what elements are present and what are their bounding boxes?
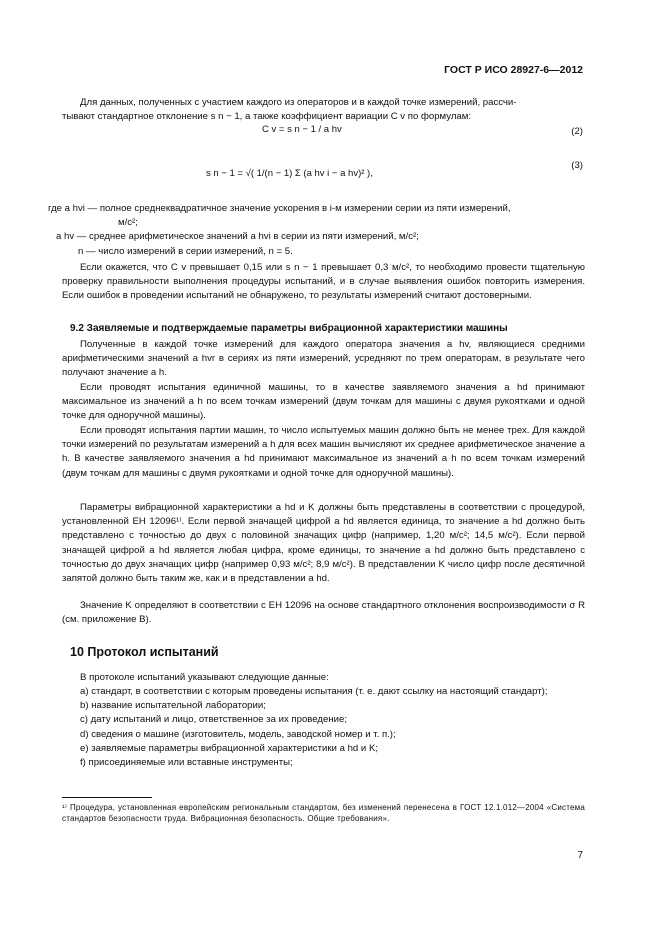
where-item-3: n — число измерений в серии измерений, n = 5. <box>78 245 293 257</box>
list-item: e) заявляемые параметры вибрационной характеристики a hd и K; <box>80 742 379 754</box>
list-item: c) дату испытаний и лицо, ответственное за их проведение; <box>80 714 347 726</box>
footnote-divider <box>62 797 152 798</box>
formula-3-number: (3) <box>571 160 583 171</box>
formula-2: C v = s n − 1 / a hv <box>262 124 342 135</box>
section-9-2-heading: 9.2 Заявляемые и подтверждаемые параметры вибрационной характеристики машины <box>70 323 508 334</box>
list-item: a) стандарт, в соответствии с которым проведены испытания (т. е. дают ссылку на настоящий стандарт); <box>80 686 548 697</box>
footnote: ¹⁾ Процедура, установленная европейским региональным стандартом, без изменений перенесена в ГОСТ 12.1.012—2004 «Система стандартов безопасности труда. Вибрационная безопасность. Общие требования». <box>62 803 585 823</box>
intro-paragraph <box>62 96 585 124</box>
protocol-list <box>62 685 585 770</box>
intro-line-1: Для данных, полученных с участием каждого из операторов и в каждой точке измерений, рассчи- <box>80 97 517 108</box>
formula-2-number: (2) <box>571 126 583 137</box>
page-number: 7 <box>577 850 583 861</box>
document-header: ГОСТ Р ИСО 28927-6—2012 <box>444 64 583 76</box>
section-10-heading: 10 Протокол испытаний <box>70 645 219 659</box>
where-item-1: где a hvi — полное среднеквадратичное значение ускорения в i-м измерении серии из пяти измерений, <box>48 203 511 214</box>
section-9-2-p4: Параметры вибрационной характеристики a hd и K должны быть представлены в соответствии с процедурой, установленной ЕН 12096¹⁾. Если первой значащей цифрой a hd является единица, то значение a hd должно быть представлено с точностью до двух с половиной значащих цифр (например, 1,20 м/с²; 14,5 м/с²). Если первой значащей цифрой a hd является любая цифра, кроме единицы, то значение a hd должно быть представлено с точностью до двух значащих цифр (например 0,93 м/с²; 8,9 м/с²). В представлении K число цифр после десятичной запятой должно быть таким же, как и в представлении a hd. <box>62 502 585 585</box>
list-item: f) присоединяемые или вставные инструменты; <box>80 757 293 769</box>
intro-line-2: тывают стандартное отклонение s n − 1, а также коэффициент вариации C v по формулам: <box>62 111 472 123</box>
list-item: d) сведения о машине (изготовитель, модель, заводской номер и т. п.); <box>80 728 396 740</box>
where-item-2: a hv — среднее арифметическое значений a hvi в серии из пяти измерений, м/с²; <box>56 231 419 243</box>
section-9-2-p5: Значение K определяют в соответствии с ЕН 12096 на основе стандартного отклонения воспроизводимости σ R (см. приложение В). <box>62 600 585 626</box>
list-item: b) название испытательной лаборатории; <box>80 700 266 712</box>
section-9-2-p3: Если проводят испытания партии машин, то число испытуемых машин должно быть не менее трех. Для каждой точки измерений по результатам измерений a h для всех машин вычисляют их среднее арифметическое значение a h. В качестве заявляемого значения a hd принимают максимальное из значений a h по всем точкам измерений (двум точкам для машины с двумя рукоятками и одной точке для одноручной машины). <box>62 425 585 479</box>
where-item-1-unit: м/с²; <box>118 217 138 229</box>
section-9-2-p2: Если проводят испытания единичной машины, то в качестве заявляемого значения a hd принимают максимальное из значений a h по всем точкам измерений (двум точкам для машины с двумя рукоятками и одной точке для одноручной машины). <box>62 382 585 422</box>
where-block <box>48 202 585 259</box>
section-9-2-p1: Полученные в каждой точке измерений для каждого оператора значения a hv, являющиеся средними арифметическими значений a hvr в сериях из пяти измерений, усредняют по трем операторам, в результате чего получают значение a h. <box>62 339 585 379</box>
section-10-intro: В протоколе испытаний указывают следующие данные: <box>80 672 329 683</box>
formula-3: s n − 1 = √( 1/(n − 1) Σ (a hv i − a hv)² ), <box>206 168 373 179</box>
cv-paragraph: Если окажется, что C v превышает 0,15 или s n − 1 превышает 0,3 м/с², то необходимо провести тщательную проверку правильности выполнения процедуры испытаний, и в случае выявления ошибок повторить измерения. Если ошибок в проведении испытаний не обнаружено, то результаты измерений считают достоверными. <box>62 262 585 302</box>
